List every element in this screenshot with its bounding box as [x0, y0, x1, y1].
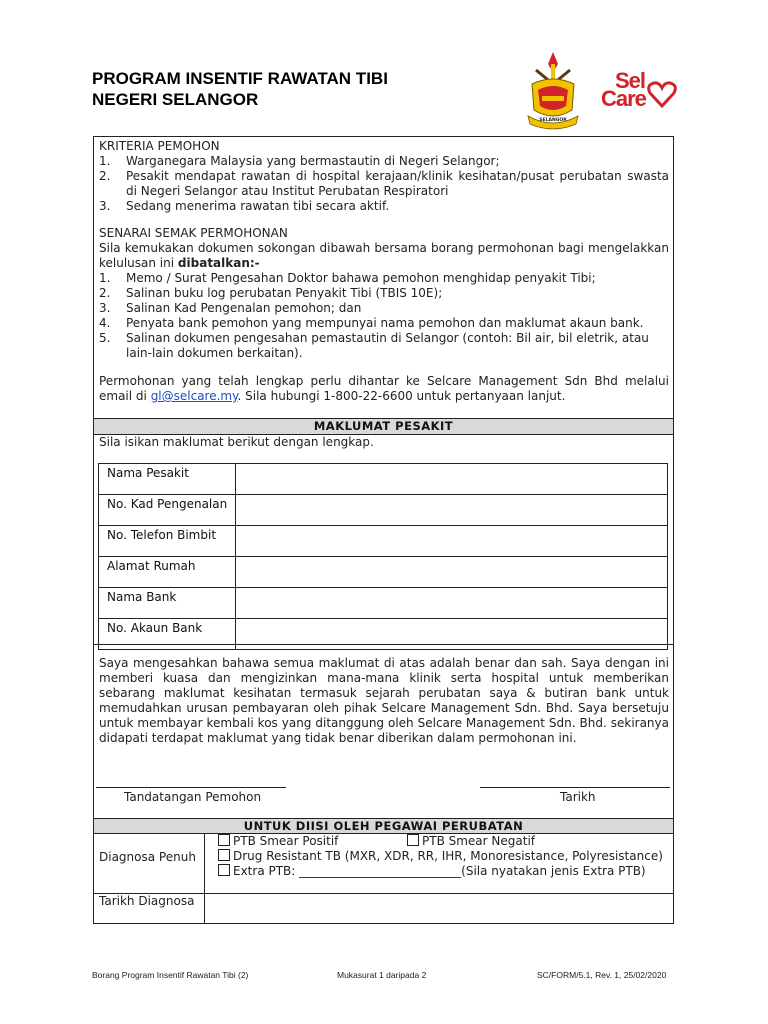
item-text: Salinan buku log perubatan Penyakit Tibi (TBIS 10E); [126, 286, 443, 300]
declaration-text: Saya mengesahkan bahawa semua maklumat di atas adalah benar dan sah. Saya dengan ini memberi kuasa dan mengizinkan mana-mana klinik serta hospital untuk memberikan sebarang maklumat kesihatan termasuk sejarah perubatan saya & butiran bank untuk memudahkan urusan pembayaran oleh pihak Selcare Management Sdn. Bhd. Saya bersetuju untuk membayar kembali kos yang ditanggung oleh Selcare Management Sdn. Bhd. sekiranya didapati terdapat maklumat yang tidak benar diberikan dalam permohonan ini. [99, 656, 669, 745]
title-line-2: NEGERI SELANGOR [92, 90, 259, 109]
date-line[interactable] [480, 787, 670, 788]
senarai-list [99, 271, 669, 361]
item-text: Sedang menerima rawatan tibi secara aktif. [126, 199, 390, 213]
alamat-field[interactable] [236, 557, 668, 588]
table-row [99, 588, 668, 619]
checkbox[interactable] [218, 834, 230, 846]
footer-form-name: Borang Program Insentif Rawatan Tibi (2) [92, 970, 249, 980]
officer-band: UNTUK DIISI OLEH PEGAWAI PERUBATAN [94, 818, 673, 834]
item-text: Pesakit mendapat rawatan di hospital kerajaan/klinik kesihatan/pusat perubatan swasta di Negeri Selangor atau Institut Perubatan Respiratori [126, 169, 669, 198]
submission-note [99, 374, 669, 404]
signature-line[interactable] [96, 787, 286, 788]
field-label: Nama Pesakit [99, 464, 236, 495]
item-number: 2. [99, 286, 111, 300]
option-label: Extra PTB: ___________________________(Sila nyatakan jenis Extra PTB) [233, 864, 646, 878]
option-label: PTB Smear Positif [233, 834, 339, 848]
logo-care-text: Care [601, 86, 646, 111]
date-label: Tarikh [560, 790, 596, 804]
field-label: No. Akaun Bank [99, 619, 236, 650]
item-number: 4. [99, 316, 111, 330]
field-label: Nama Bank [99, 588, 236, 619]
field-label: No. Kad Pengenalan [99, 495, 236, 526]
item-number: 1. [99, 271, 111, 285]
option-ptb-negatif[interactable] [407, 834, 535, 849]
item-number: 3. [99, 301, 111, 315]
kriteria-item-2 [99, 169, 669, 199]
field-label: Alamat Rumah [99, 557, 236, 588]
field-label: No. Telefon Bimbit [99, 526, 236, 557]
item-number: 1. [99, 154, 111, 168]
item-text: Salinan Kad Pengenalan pemohon; dan [126, 301, 362, 315]
senarai-intro [99, 241, 669, 271]
diagnosa-label: Diagnosa Penuh [99, 850, 196, 864]
table-row [99, 526, 668, 557]
kriteria-item-1 [99, 154, 669, 169]
kad-pengenalan-field[interactable] [236, 495, 668, 526]
senarai-item-2 [99, 286, 669, 301]
option-extra-ptb[interactable] [218, 864, 646, 879]
section-divider [94, 644, 673, 645]
kriteria-list [99, 154, 669, 214]
telefon-field[interactable] [236, 526, 668, 557]
maklumat-pesakit-band: MAKLUMAT PESAKIT [94, 418, 673, 435]
selcare-logo [601, 70, 681, 116]
senarai-item-4 [99, 316, 669, 331]
option-label: PTB Smear Negatif [422, 834, 535, 848]
senarai-item-1 [99, 271, 669, 286]
table-row [99, 495, 668, 526]
emblem-text: SELANGOR [539, 118, 567, 123]
senarai-item-3 [99, 301, 669, 316]
checkbox[interactable] [407, 834, 419, 846]
email-link[interactable]: gl@selcare.my [150, 389, 238, 403]
checkbox[interactable] [218, 864, 230, 876]
footer-form-code: SC/FORM/5.1, Rev. 1, 25/02/2020 [537, 970, 667, 980]
signature-label: Tandatangan Pemohon [124, 790, 262, 804]
kriteria-heading: KRITERIA PEMOHON [99, 139, 220, 153]
option-ptb-positif[interactable] [218, 834, 338, 849]
senarai-heading: SENARAI SEMAK PERMOHONAN [99, 226, 288, 240]
option-drug-resistant[interactable] [218, 849, 663, 864]
tarikh-diagnosa-field[interactable] [206, 895, 672, 922]
senarai-intro-text: Sila kemukakan dokumen sokongan dibawah bersama borang permohonan bagi mengelakkan kelulusan ini [99, 241, 669, 270]
item-text: Memo / Surat Pengesahan Doktor bahawa pemohon menghidap penyakit Tibi; [126, 271, 596, 285]
item-text: Salinan dokumen pengesahan pemastautin di Selangor (contoh: Bil air, bil eletrik, atau lain-lain dokumen berkaitan). [126, 331, 649, 360]
item-text: Warganegara Malaysia yang bermastautin di Negeri Selangor; [126, 154, 500, 168]
senarai-intro-bold: dibatalkan:- [177, 256, 260, 270]
table-row [99, 464, 668, 495]
form-title [92, 68, 388, 110]
item-number: 3. [99, 199, 111, 213]
contact-text: . Sila hubungi 1-800-22-6600 untuk pertanyaan lanjut. [237, 389, 566, 403]
tarikh-diagnosa-label: Tarikh Diagnosa [99, 894, 195, 908]
maklumat-intro: Sila isikan maklumat berikut dengan lengkap. [99, 435, 374, 449]
selangor-emblem [518, 50, 588, 132]
footer-page-number: Mukasurat 1 daripada 2 [337, 970, 427, 980]
logo-sel-text: Sel [615, 68, 646, 93]
item-number: 5. [99, 331, 111, 345]
option-label: Drug Resistant TB (MXR, XDR, RR, IHR, Monoresistance, Polyresistance) [233, 849, 663, 863]
heart-icon [647, 80, 677, 108]
item-number: 2. [99, 169, 111, 183]
kriteria-item-3 [99, 199, 669, 214]
title-line-1: PROGRAM INSENTIF RAWATAN TIBI [92, 69, 388, 88]
patient-info-table [98, 463, 668, 650]
item-text: Penyata bank pemohon yang mempunyai nama pemohon dan maklumat akaun bank. [126, 316, 644, 330]
checkbox[interactable] [218, 849, 230, 861]
nama-pesakit-field[interactable] [236, 464, 668, 495]
officer-column-divider [204, 833, 205, 923]
submission-text: Permohonan yang telah lengkap perlu dihantar ke Selcare Management Sdn Bhd melalui email di [99, 374, 669, 403]
table-row [99, 557, 668, 588]
nama-bank-field[interactable] [236, 588, 668, 619]
senarai-item-5 [99, 331, 669, 361]
